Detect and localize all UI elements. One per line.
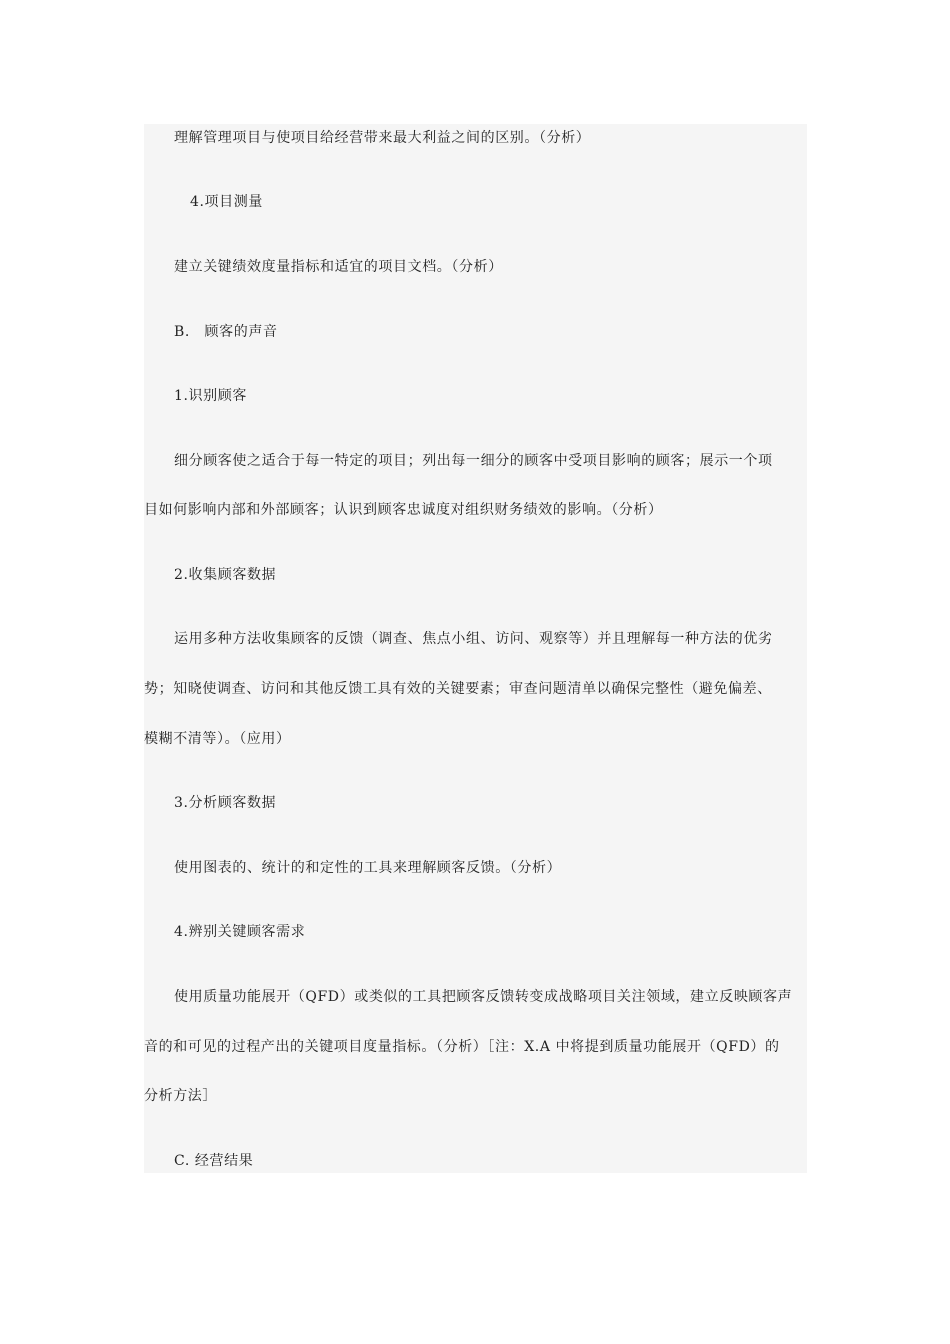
paragraph-line: 分析方法］ bbox=[144, 1088, 217, 1104]
paragraph-line: 建立关键绩效度量指标和适宜的项目文档。（分析） bbox=[174, 259, 503, 275]
document-content-block bbox=[144, 124, 807, 1173]
paragraph-line: 使用质量功能展开（QFD）或类似的工具把顾客反馈转变成战略项目关注领域，建立反映顾客声 bbox=[174, 989, 793, 1005]
section-heading: C. 经营结果 bbox=[174, 1153, 254, 1169]
paragraph-line: 音的和可见的过程产出的关键项目度量指标。（分析）［注：X.A 中将提到质量功能展开（QFD）的 bbox=[144, 1039, 780, 1055]
paragraph-line: 运用多种方法收集顾客的反馈（调查、焦点小组、访问、观察等）并且理解每一种方法的优劣 bbox=[174, 631, 773, 647]
paragraph-line: 使用图表的、统计的和定性的工具来理解顾客反馈。（分析） bbox=[174, 860, 562, 876]
section-heading: 1.识别顾客 bbox=[174, 388, 247, 404]
section-heading: 4.辨别关键顾客需求 bbox=[174, 924, 306, 940]
paragraph-line: 细分顾客使之适合于每一特定的项目；列出每一细分的顾客中受项目影响的顾客；展示一个项 bbox=[174, 453, 773, 469]
section-heading: 2.收集顾客数据 bbox=[174, 567, 277, 583]
section-heading: 4.项目测量 bbox=[190, 194, 263, 210]
section-heading: B. 顾客的声音 bbox=[174, 324, 278, 340]
paragraph-line: 势；知晓使调查、访问和其他反馈工具有效的关键要素；审查问题清单以确保完整性（避免偏差、 bbox=[144, 681, 772, 697]
section-heading: 3.分析顾客数据 bbox=[174, 795, 277, 811]
paragraph-line: 理解管理项目与使项目给经营带来最大利益之间的区别。（分析） bbox=[174, 130, 591, 146]
paragraph-line: 目如何影响内部和外部顾客；认识到顾客忠诚度对组织财务绩效的影响。（分析） bbox=[144, 502, 663, 518]
paragraph-line: 模糊不清等）。（应用） bbox=[144, 731, 291, 747]
